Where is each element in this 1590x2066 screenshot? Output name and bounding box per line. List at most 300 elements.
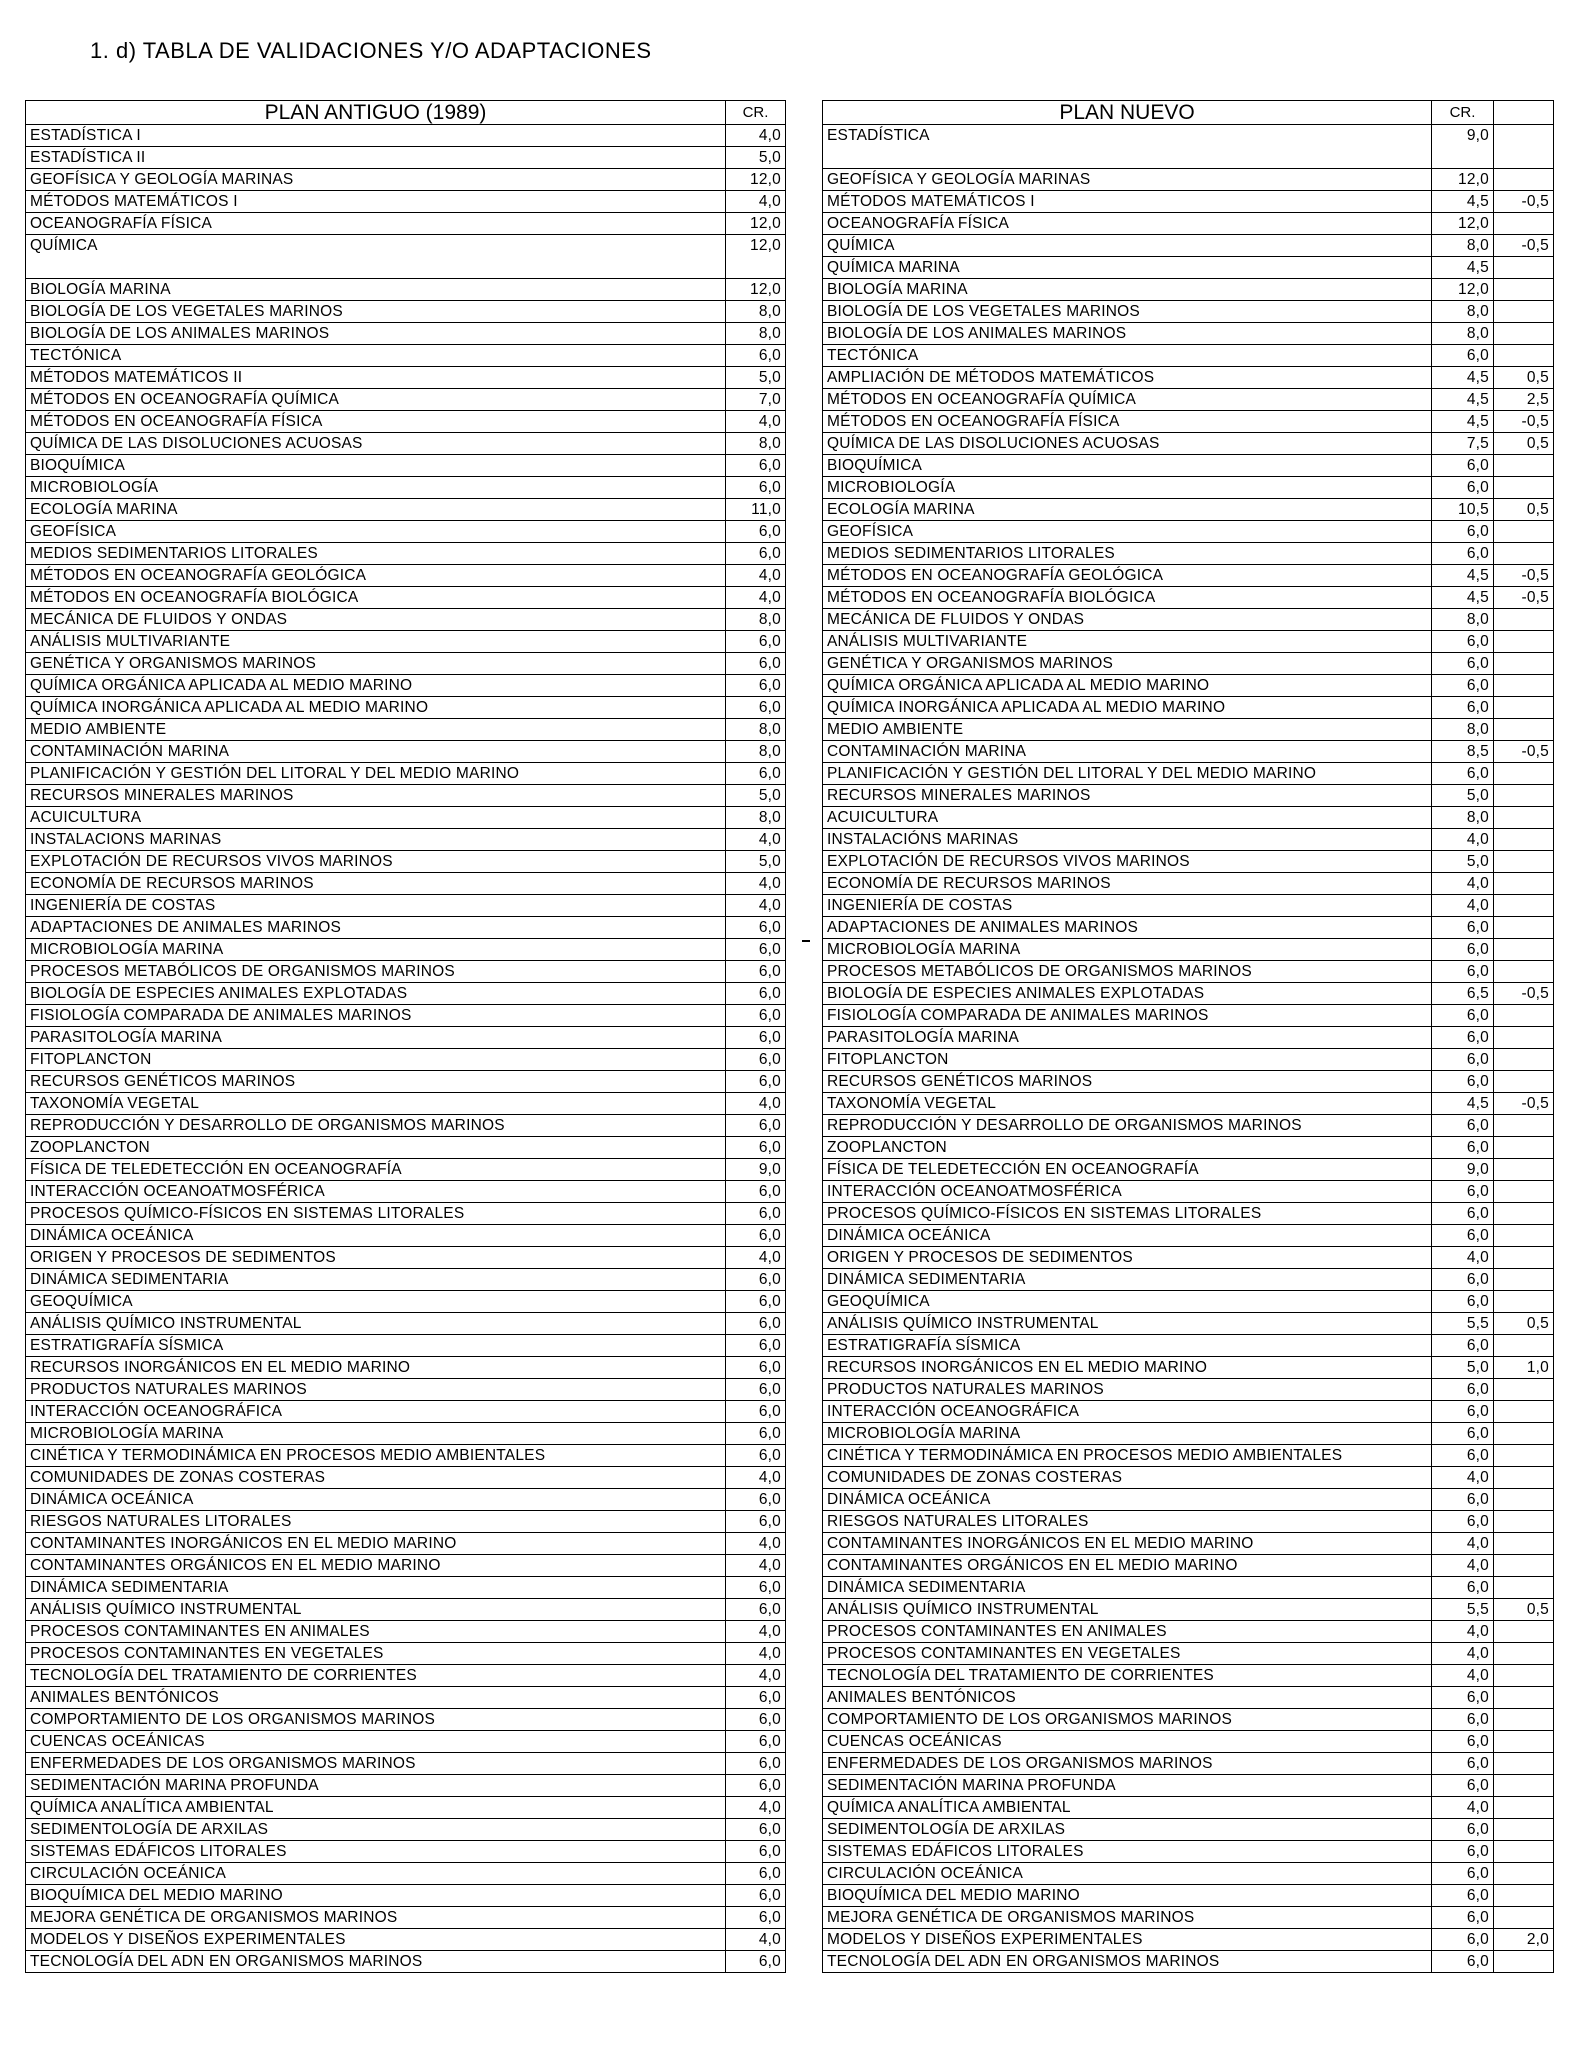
table-row [26, 1269, 786, 1291]
subject-name-cell: ORIGEN Y PROCESOS DE SEDIMENTOS [823, 1247, 1432, 1269]
credit-difference-cell: 1,0 [1494, 1357, 1554, 1379]
subject-name-cell: MECÁNICA DE FLUIDOS Y ONDAS [823, 609, 1432, 631]
table-row [26, 1775, 786, 1797]
table-row [823, 191, 1554, 213]
subject-name-cell: MODELOS Y DISEÑOS EXPERIMENTALES [26, 1929, 726, 1951]
credits-cell: 4,0 [726, 191, 786, 213]
credit-difference-cell [1494, 1555, 1554, 1577]
credit-difference-cell [1494, 1115, 1554, 1137]
table-row [26, 1335, 786, 1357]
subject-name-cell: MEDIO AMBIENTE [26, 719, 726, 741]
table-row [26, 1797, 786, 1819]
credits-cell: 6,0 [726, 1181, 786, 1203]
subject-name-cell: MÉTODOS MATEMÁTICOS I [823, 191, 1432, 213]
subject-name-cell: MEDIO AMBIENTE [823, 719, 1432, 741]
subject-name-cell: INTERACCIÓN OCEANOATMOSFÉRICA [26, 1181, 726, 1203]
table-row [823, 1093, 1554, 1115]
credits-cell: 4,0 [726, 873, 786, 895]
table-row [823, 323, 1554, 345]
subject-name-cell: BIOQUÍMICA DEL MEDIO MARINO [823, 1885, 1432, 1907]
subject-name-cell: QUÍMICA MARINA [823, 257, 1432, 279]
table-row [823, 1797, 1554, 1819]
table-row [823, 873, 1554, 895]
subject-name-cell: QUÍMICA ORGÁNICA APLICADA AL MEDIO MARINO [823, 675, 1432, 697]
table-row [26, 983, 786, 1005]
credits-cell: 6,0 [726, 1599, 786, 1621]
subject-name-cell: FÍSICA DE TELEDETECCIÓN EN OCEANOGRAFÍA [823, 1159, 1432, 1181]
credits-cell: 6,0 [726, 1775, 786, 1797]
credits-cell: 6,0 [726, 1841, 786, 1863]
subject-name-cell: MICROBIOLOGÍA MARINA [26, 939, 726, 961]
credits-cell: 4,0 [1432, 1467, 1494, 1489]
table-row [26, 235, 786, 279]
table-row [26, 213, 786, 235]
subject-name-cell: INGENIERÍA DE COSTAS [26, 895, 726, 917]
credits-cell: 4,0 [1432, 1533, 1494, 1555]
table-row [823, 1489, 1554, 1511]
table-row [26, 1159, 786, 1181]
credits-cell: 6,0 [1432, 1027, 1494, 1049]
subject-name-cell: MEJORA GENÉTICA DE ORGANISMOS MARINOS [26, 1907, 726, 1929]
subject-name-cell: PARASITOLOGÍA MARINA [26, 1027, 726, 1049]
table-row [823, 235, 1554, 257]
subject-name-cell: MICROBIOLOGÍA MARINA [26, 1423, 726, 1445]
credits-cell: 6,0 [1432, 1885, 1494, 1907]
old-plan-header-row [26, 101, 786, 125]
subject-name-cell: ADAPTACIONES DE ANIMALES MARINOS [823, 917, 1432, 939]
credits-cell: 6,0 [726, 939, 786, 961]
subject-name-cell: MÉTODOS EN OCEANOGRAFÍA GEOLÓGICA [26, 565, 726, 587]
credits-cell: 6,0 [1432, 1071, 1494, 1093]
subject-name-cell: SEDIMENTOLOGÍA DE ARXILAS [823, 1819, 1432, 1841]
subject-name-cell: PARASITOLOGÍA MARINA [823, 1027, 1432, 1049]
table-row [823, 1423, 1554, 1445]
subject-name-cell: BIOLOGÍA DE ESPECIES ANIMALES EXPLOTADAS [26, 983, 726, 1005]
credit-difference-cell [1494, 939, 1554, 961]
old-plan-header: PLAN ANTIGUO (1989) [26, 101, 726, 125]
subject-name-cell: QUÍMICA DE LAS DISOLUCIONES ACUOSAS [823, 433, 1432, 455]
table-row [823, 433, 1554, 455]
credits-cell: 6,0 [726, 1819, 786, 1841]
credits-cell: 4,0 [1432, 1555, 1494, 1577]
credits-cell: 5,0 [726, 851, 786, 873]
credit-difference-cell: 0,5 [1494, 1599, 1554, 1621]
table-row [26, 1027, 786, 1049]
subject-name-cell: ANÁLISIS QUÍMICO INSTRUMENTAL [26, 1599, 726, 1621]
subject-name-cell: PROCESOS CONTAMINANTES EN VEGETALES [26, 1643, 726, 1665]
subject-name-cell: ECOLOGÍA MARINA [26, 499, 726, 521]
table-row [823, 477, 1554, 499]
credit-difference-cell [1494, 1445, 1554, 1467]
subject-name-cell: GEOQUÍMICA [823, 1291, 1432, 1313]
credits-cell: 6,0 [1432, 1753, 1494, 1775]
subject-name-cell: ZOOPLANCTON [823, 1137, 1432, 1159]
table-row [823, 389, 1554, 411]
table-row [823, 1841, 1554, 1863]
table-row [823, 367, 1554, 389]
subject-name-cell: FÍSICA DE TELEDETECCIÓN EN OCEANOGRAFÍA [26, 1159, 726, 1181]
subject-name-cell: GEOFÍSICA Y GEOLOGÍA MARINAS [823, 169, 1432, 191]
subject-name-cell: INTERACCIÓN OCEANOGRÁFICA [26, 1401, 726, 1423]
credits-cell: 6,0 [726, 1269, 786, 1291]
table-row [823, 565, 1554, 587]
table-row [26, 785, 786, 807]
subject-name-cell: MÉTODOS EN OCEANOGRAFÍA QUÍMICA [823, 389, 1432, 411]
table-row [26, 565, 786, 587]
credit-difference-cell [1494, 345, 1554, 367]
table-row [26, 169, 786, 191]
table-row [823, 279, 1554, 301]
credit-difference-cell [1494, 323, 1554, 345]
table-row [823, 1247, 1554, 1269]
table-row [823, 345, 1554, 367]
credits-cell: 6,0 [726, 1445, 786, 1467]
subject-name-cell: ADAPTACIONES DE ANIMALES MARINOS [26, 917, 726, 939]
subject-name-cell: TECNOLOGÍA DEL TRATAMIENTO DE CORRIENTES [823, 1665, 1432, 1687]
subject-name-cell: ANÁLISIS QUÍMICO INSTRUMENTAL [26, 1313, 726, 1335]
table-row [823, 1159, 1554, 1181]
subject-name-cell: INSTALACIÓNS MARINAS [823, 829, 1432, 851]
subject-name-cell: DINÁMICA OCEÁNICA [823, 1225, 1432, 1247]
subject-name-cell: CONTAMINACIÓN MARINA [823, 741, 1432, 763]
subject-name-cell: CONTAMINACIÓN MARINA [26, 741, 726, 763]
subject-name-cell: BIOLOGÍA DE LOS ANIMALES MARINOS [26, 323, 726, 345]
table-row [823, 411, 1554, 433]
subject-name-cell: ACUICULTURA [26, 807, 726, 829]
credits-cell: 6,0 [726, 1049, 786, 1071]
subject-name-cell: MÉTODOS EN OCEANOGRAFÍA GEOLÓGICA [823, 565, 1432, 587]
table-row [26, 1423, 786, 1445]
subject-name-cell: INTERACCIÓN OCEANOATMOSFÉRICA [823, 1181, 1432, 1203]
subject-name-cell: SEDIMENTACIÓN MARINA PROFUNDA [823, 1775, 1432, 1797]
table-row [26, 1621, 786, 1643]
credits-cell: 8,0 [1432, 235, 1494, 257]
subject-name-cell: MICROBIOLOGÍA MARINA [823, 939, 1432, 961]
credits-cell: 6,0 [1432, 1225, 1494, 1247]
table-row [26, 675, 786, 697]
credits-cell: 4,0 [726, 411, 786, 433]
credits-cell: 12,0 [1432, 213, 1494, 235]
subject-name-cell: ANÁLISIS QUÍMICO INSTRUMENTAL [823, 1599, 1432, 1621]
credit-difference-cell [1494, 1401, 1554, 1423]
table-row [26, 147, 786, 169]
credit-difference-cell [1494, 1885, 1554, 1907]
table-row [823, 653, 1554, 675]
table-row [26, 1467, 786, 1489]
subject-name-cell: ACUICULTURA [823, 807, 1432, 829]
subject-name-cell: MÉTODOS EN OCEANOGRAFÍA BIOLÓGICA [823, 587, 1432, 609]
table-row [26, 719, 786, 741]
new-plan-cr-header: CR. [1432, 101, 1494, 125]
subject-name-cell: RECURSOS INORGÁNICOS EN EL MEDIO MARINO [26, 1357, 726, 1379]
table-row [823, 631, 1554, 653]
subject-name-cell: OCEANOGRAFÍA FÍSICA [26, 213, 726, 235]
credits-cell: 6,0 [726, 543, 786, 565]
table-row [26, 961, 786, 983]
credits-cell: 9,0 [1432, 125, 1494, 169]
subject-name-cell: REPRODUCCIÓN Y DESARROLLO DE ORGANISMOS MARINOS [26, 1115, 726, 1137]
table-row [26, 1379, 786, 1401]
credits-cell: 6,0 [1432, 1423, 1494, 1445]
credit-difference-cell [1494, 763, 1554, 785]
subject-name-cell: BIOQUÍMICA DEL MEDIO MARINO [26, 1885, 726, 1907]
table-row [26, 1247, 786, 1269]
subject-name-cell: CIRCULACIÓN OCEÁNICA [26, 1863, 726, 1885]
credit-difference-cell [1494, 1489, 1554, 1511]
table-row [823, 1181, 1554, 1203]
credits-cell: 6,0 [726, 1357, 786, 1379]
credit-difference-cell [1494, 1951, 1554, 1973]
table-row [26, 433, 786, 455]
credits-cell: 6,0 [1432, 1203, 1494, 1225]
subject-name-cell: DINÁMICA OCEÁNICA [823, 1489, 1432, 1511]
table-row [823, 1269, 1554, 1291]
new-plan-diff-header [1494, 101, 1554, 125]
subject-name-cell: ECOLOGÍA MARINA [823, 499, 1432, 521]
credit-difference-cell [1494, 169, 1554, 191]
credits-cell: 6,0 [1432, 1863, 1494, 1885]
table-row [26, 741, 786, 763]
table-row [823, 1951, 1554, 1973]
table-row [823, 1665, 1554, 1687]
subject-name-cell: ESTADÍSTICA I [26, 125, 726, 147]
credits-cell: 4,0 [726, 1555, 786, 1577]
credits-cell: 6,0 [1432, 1841, 1494, 1863]
credits-cell: 4,0 [1432, 1643, 1494, 1665]
credit-difference-cell [1494, 1687, 1554, 1709]
table-row [823, 1071, 1554, 1093]
credits-cell: 10,5 [1432, 499, 1494, 521]
table-row [26, 1489, 786, 1511]
subject-name-cell: CUENCAS OCEÁNICAS [823, 1731, 1432, 1753]
credit-difference-cell: -0,5 [1494, 587, 1554, 609]
subject-name-cell: MEJORA GENÉTICA DE ORGANISMOS MARINOS [823, 1907, 1432, 1929]
table-row [26, 1401, 786, 1423]
subject-name-cell: MICROBIOLOGÍA MARINA [823, 1423, 1432, 1445]
table-row [26, 1863, 786, 1885]
table-row [823, 1753, 1554, 1775]
credits-cell: 6,0 [1432, 939, 1494, 961]
subject-name-cell: SEDIMENTACIÓN MARINA PROFUNDA [26, 1775, 726, 1797]
subject-name-cell: PRODUCTOS NATURALES MARINOS [26, 1379, 726, 1401]
table-row [823, 697, 1554, 719]
table-row [26, 1313, 786, 1335]
credits-cell: 5,5 [1432, 1599, 1494, 1621]
credit-difference-cell [1494, 719, 1554, 741]
table-row [26, 1115, 786, 1137]
credit-difference-cell [1494, 477, 1554, 499]
table-row [823, 125, 1554, 169]
credits-cell: 6,0 [726, 1225, 786, 1247]
credit-difference-cell [1494, 455, 1554, 477]
table-row [26, 499, 786, 521]
subject-name-cell: DINÁMICA SEDIMENTARIA [823, 1269, 1432, 1291]
credits-cell: 6,0 [1432, 455, 1494, 477]
credits-cell: 6,0 [1432, 697, 1494, 719]
credits-cell: 6,0 [726, 1885, 786, 1907]
table-row [26, 1753, 786, 1775]
table-row [823, 763, 1554, 785]
credits-cell: 4,0 [726, 125, 786, 147]
credits-cell: 6,0 [1432, 1137, 1494, 1159]
credits-cell: 4,0 [1432, 1797, 1494, 1819]
credits-cell: 4,0 [726, 587, 786, 609]
credits-cell: 12,0 [726, 279, 786, 301]
credit-difference-cell [1494, 301, 1554, 323]
credits-cell: 6,0 [726, 1951, 786, 1973]
credits-cell: 8,0 [1432, 323, 1494, 345]
credits-cell: 8,0 [726, 301, 786, 323]
credits-cell: 4,0 [726, 1643, 786, 1665]
table-row [26, 1643, 786, 1665]
credits-cell: 4,0 [726, 1533, 786, 1555]
table-row [26, 609, 786, 631]
credits-cell: 6,0 [726, 477, 786, 499]
table-row [26, 1929, 786, 1951]
subject-name-cell: CINÉTICA Y TERMODINÁMICA EN PROCESOS MEDIO AMBIENTALES [823, 1445, 1432, 1467]
subject-name-cell: CONTAMINANTES INORGÁNICOS EN EL MEDIO MARINO [823, 1533, 1432, 1555]
credits-cell: 4,5 [1432, 565, 1494, 587]
subject-name-cell: MÉTODOS MATEMÁTICOS II [26, 367, 726, 389]
subject-name-cell: MECÁNICA DE FLUIDOS Y ONDAS [26, 609, 726, 631]
credit-difference-cell [1494, 125, 1554, 169]
credits-cell: 6,0 [726, 345, 786, 367]
table-row [26, 301, 786, 323]
credits-cell: 6,0 [726, 1379, 786, 1401]
table-row [823, 1335, 1554, 1357]
credits-cell: 4,0 [1432, 873, 1494, 895]
credit-difference-cell [1494, 1709, 1554, 1731]
subject-name-cell: BIOQUÍMICA [26, 455, 726, 477]
table-row [823, 499, 1554, 521]
subject-name-cell: MÉTODOS MATEMÁTICOS I [26, 191, 726, 213]
credits-cell: 6,0 [726, 1511, 786, 1533]
subject-name-cell: EXPLOTACIÓN DE RECURSOS VIVOS MARINOS [823, 851, 1432, 873]
subject-name-cell: QUÍMICA INORGÁNICA APLICADA AL MEDIO MARINO [26, 697, 726, 719]
credits-cell: 5,0 [726, 147, 786, 169]
credits-cell: 6,0 [1432, 1511, 1494, 1533]
table-row [26, 455, 786, 477]
table-row [26, 1137, 786, 1159]
credits-cell: 6,0 [1432, 521, 1494, 543]
credits-cell: 6,0 [726, 983, 786, 1005]
table-row [26, 521, 786, 543]
table-row [823, 213, 1554, 235]
credit-difference-cell [1494, 785, 1554, 807]
credits-cell: 6,0 [1432, 1445, 1494, 1467]
page-title: 1. d) TABLA DE VALIDACIONES Y/O ADAPTACIONES [90, 38, 652, 63]
subject-name-cell: ESTRATIGRAFÍA SÍSMICA [823, 1335, 1432, 1357]
subject-name-cell: TECTÓNICA [26, 345, 726, 367]
credits-cell: 6,0 [726, 631, 786, 653]
table-row [26, 191, 786, 213]
credit-difference-cell [1494, 917, 1554, 939]
credits-cell: 12,0 [726, 169, 786, 191]
subject-name-cell: QUÍMICA [823, 235, 1432, 257]
credit-difference-cell [1494, 1291, 1554, 1313]
credits-cell: 4,5 [1432, 587, 1494, 609]
credits-cell: 4,0 [726, 1929, 786, 1951]
subject-name-cell: BIOQUÍMICA [823, 455, 1432, 477]
table-row [823, 829, 1554, 851]
credits-cell: 6,0 [726, 1071, 786, 1093]
credit-difference-cell [1494, 631, 1554, 653]
subject-name-cell: ANÁLISIS MULTIVARIANTE [823, 631, 1432, 653]
credits-cell: 6,0 [1432, 675, 1494, 697]
credit-difference-cell [1494, 1049, 1554, 1071]
table-row [26, 1445, 786, 1467]
credit-difference-cell [1494, 829, 1554, 851]
subject-name-cell: PRODUCTOS NATURALES MARINOS [823, 1379, 1432, 1401]
table-row [26, 697, 786, 719]
subject-name-cell: ORIGEN Y PROCESOS DE SEDIMENTOS [26, 1247, 726, 1269]
table-row [26, 1071, 786, 1093]
subject-name-cell: COMPORTAMIENTO DE LOS ORGANISMOS MARINOS [26, 1709, 726, 1731]
credit-difference-cell [1494, 1511, 1554, 1533]
table-row [823, 1467, 1554, 1489]
subject-name-cell: CONTAMINANTES ORGÁNICOS EN EL MEDIO MARINO [823, 1555, 1432, 1577]
credits-cell: 6,0 [726, 1137, 786, 1159]
credit-difference-cell: 2,0 [1494, 1929, 1554, 1951]
subject-name-cell: MICROBIOLOGÍA [26, 477, 726, 499]
credits-cell: 4,0 [726, 1621, 786, 1643]
table-row [823, 455, 1554, 477]
subject-name-cell: RIESGOS NATURALES LITORALES [26, 1511, 726, 1533]
subject-name-cell: INSTALACIONS MARINAS [26, 829, 726, 851]
subject-name-cell: DINÁMICA SEDIMENTARIA [26, 1269, 726, 1291]
credits-cell: 6,0 [726, 917, 786, 939]
table-row [823, 1027, 1554, 1049]
credit-difference-cell [1494, 1203, 1554, 1225]
credit-difference-cell: -0,5 [1494, 191, 1554, 213]
subject-name-cell: ESTADÍSTICA [823, 125, 1432, 169]
credit-difference-cell [1494, 873, 1554, 895]
credit-difference-cell [1494, 1907, 1554, 1929]
credits-cell: 12,0 [726, 213, 786, 235]
credit-difference-cell [1494, 1797, 1554, 1819]
credit-difference-cell [1494, 895, 1554, 917]
credit-difference-cell [1494, 961, 1554, 983]
credits-cell: 6,0 [1432, 1335, 1494, 1357]
table-row [26, 1885, 786, 1907]
table-row [823, 1401, 1554, 1423]
credit-difference-cell: 0,5 [1494, 433, 1554, 455]
credits-cell: 11,0 [726, 499, 786, 521]
credits-cell: 6,0 [1432, 917, 1494, 939]
subject-name-cell: GEOFÍSICA [26, 521, 726, 543]
subject-name-cell: ECONOMÍA DE RECURSOS MARINOS [26, 873, 726, 895]
table-row [823, 1313, 1554, 1335]
subject-name-cell: TAXONOMÍA VEGETAL [823, 1093, 1432, 1115]
credit-difference-cell: 0,5 [1494, 1313, 1554, 1335]
table-row [823, 1775, 1554, 1797]
credits-cell: 6,0 [726, 1115, 786, 1137]
subject-name-cell: TECNOLOGÍA DEL TRATAMIENTO DE CORRIENTES [26, 1665, 726, 1687]
subject-name-cell: GENÉTICA Y ORGANISMOS MARINOS [823, 653, 1432, 675]
table-row [823, 939, 1554, 961]
subject-name-cell: MÉTODOS EN OCEANOGRAFÍA BIOLÓGICA [26, 587, 726, 609]
credit-difference-cell [1494, 851, 1554, 873]
credits-cell: 6,5 [1432, 983, 1494, 1005]
credit-difference-cell: -0,5 [1494, 235, 1554, 257]
credits-cell: 6,0 [726, 1863, 786, 1885]
table-row [823, 1621, 1554, 1643]
credit-difference-cell [1494, 1643, 1554, 1665]
credit-difference-cell [1494, 1269, 1554, 1291]
subject-name-cell: DINÁMICA SEDIMENTARIA [26, 1577, 726, 1599]
subject-name-cell: CUENCAS OCEÁNICAS [26, 1731, 726, 1753]
new-plan-header: PLAN NUEVO [823, 101, 1432, 125]
